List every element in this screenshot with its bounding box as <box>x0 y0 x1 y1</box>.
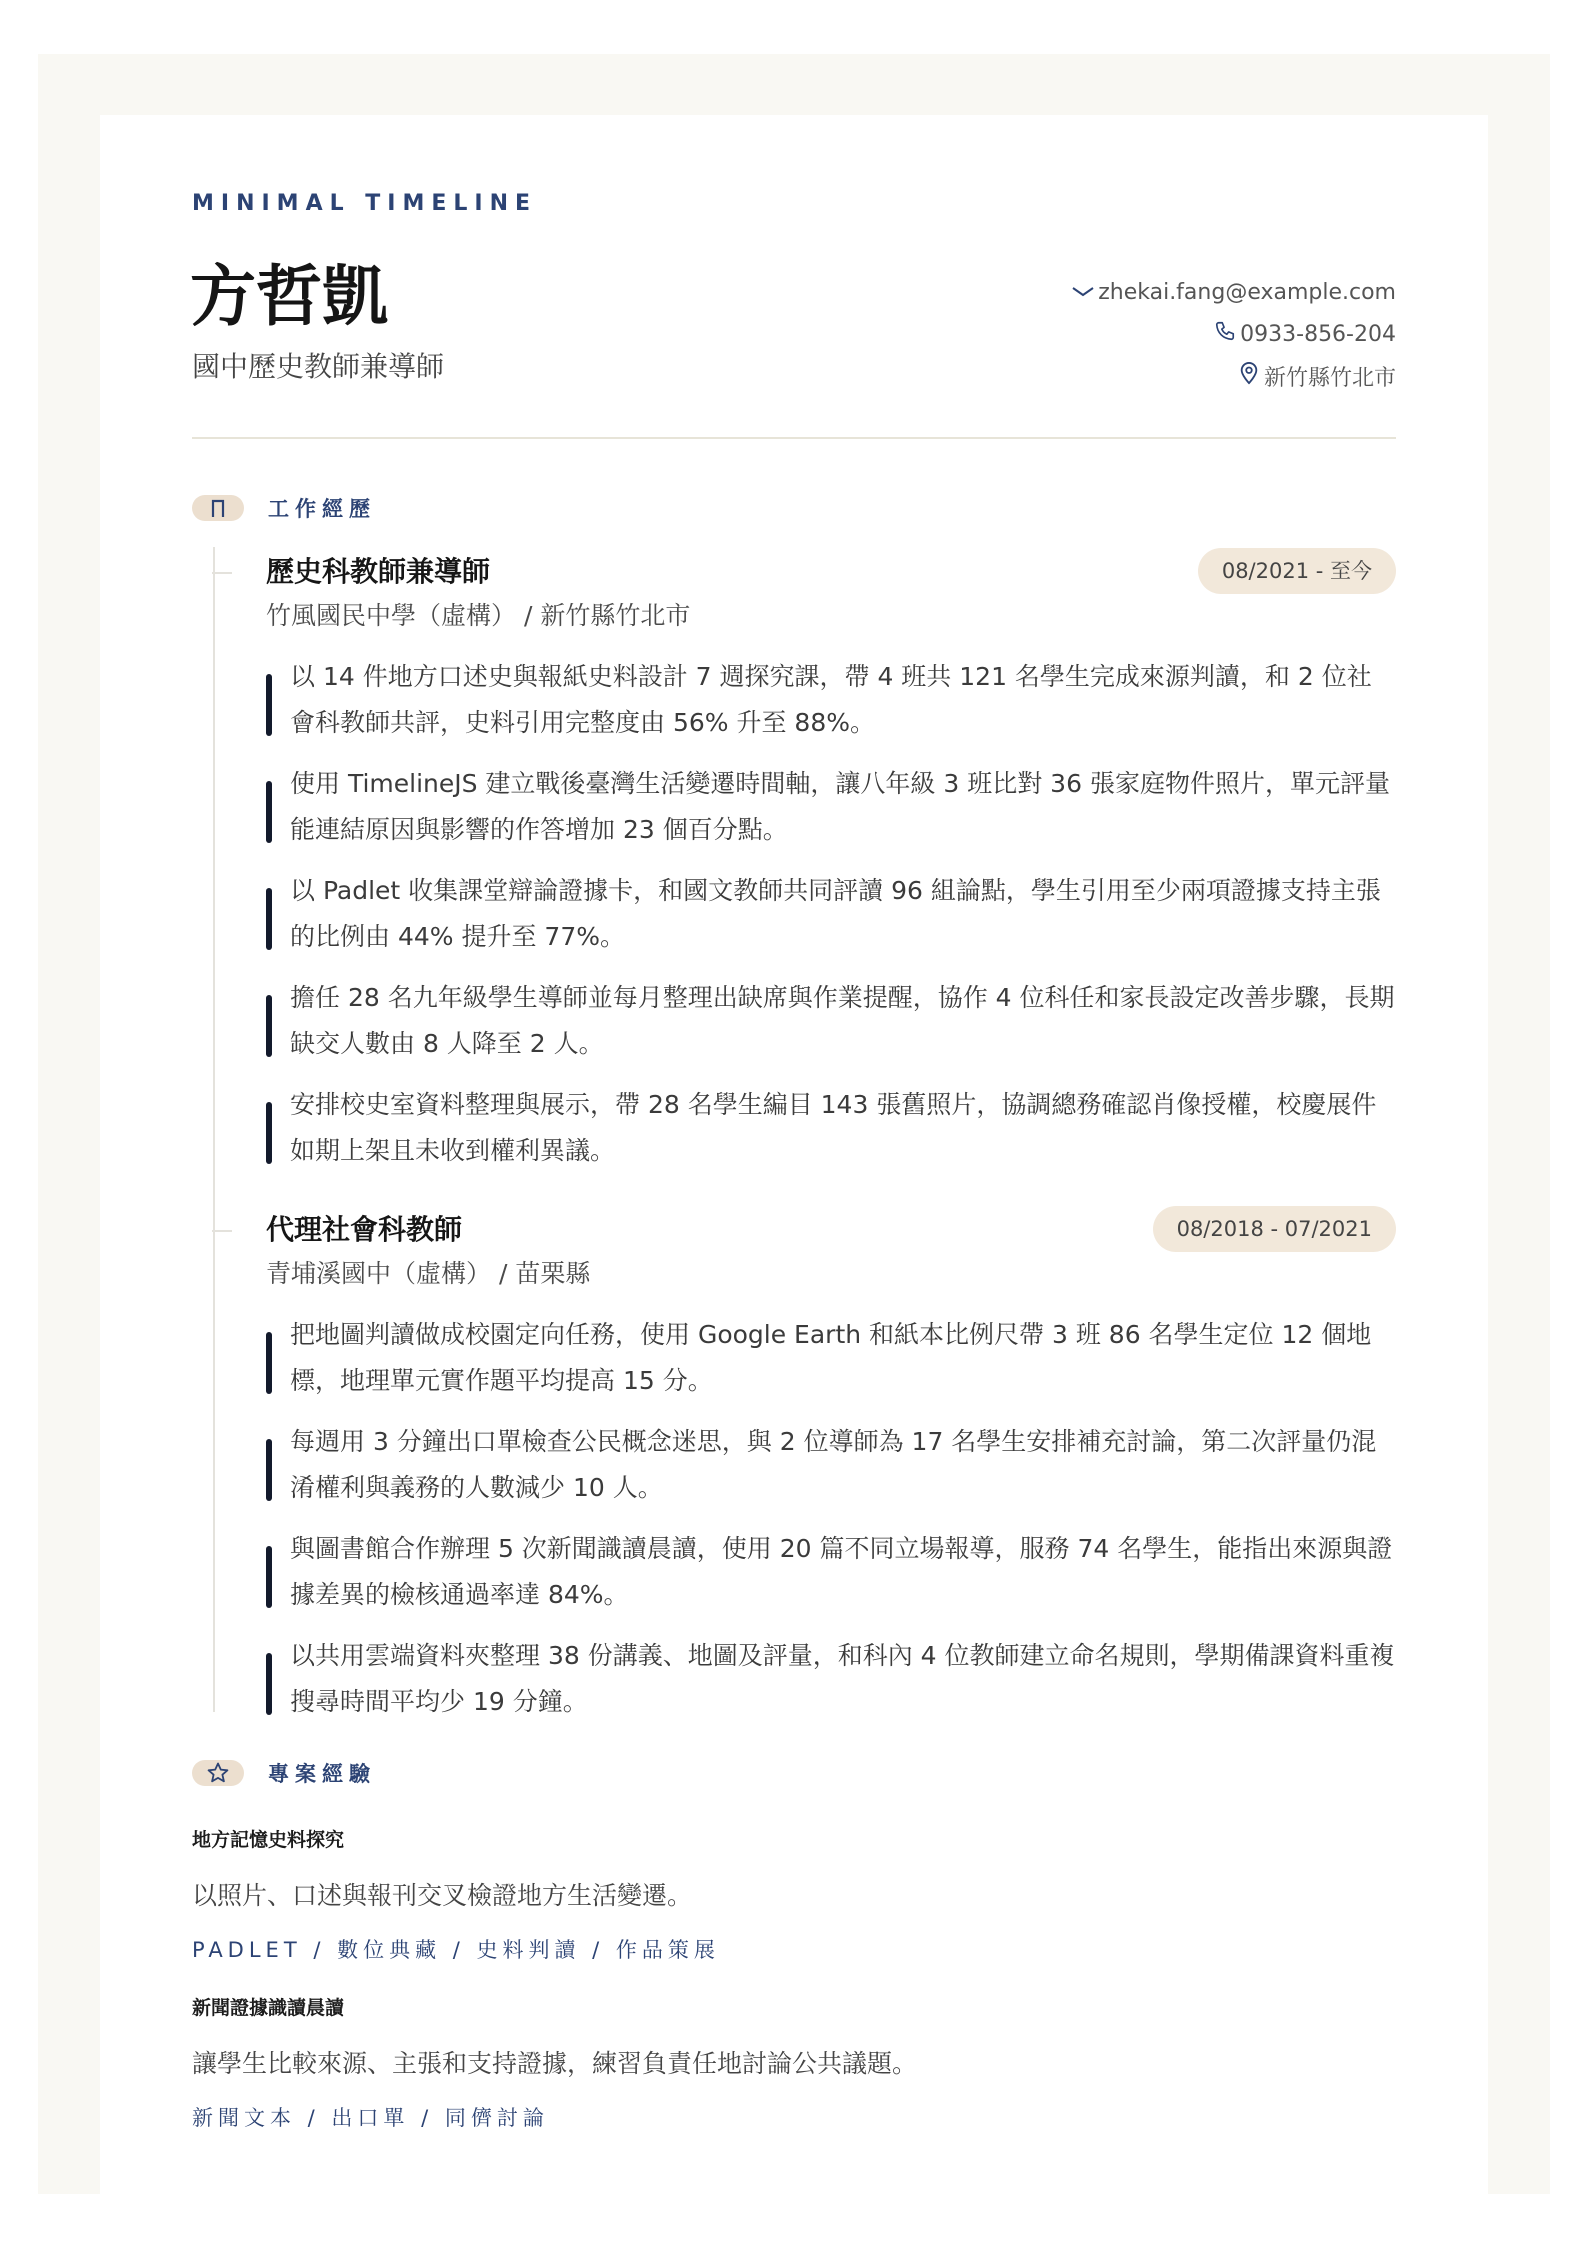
phone-icon <box>1214 320 1240 348</box>
candidate-name: 方哲凱 <box>190 258 388 335</box>
contact-phone-text: 0933-856-204 <box>1240 321 1396 347</box>
job-bullet: 把地圖判讀做成校園定向任務，使用 Google Earth 和紙本比例尺帶 3 班 86 名學生定位 12 個地標，地理單元實作題平均提高 15 分。 <box>266 1312 1396 1404</box>
contact-email-text: zhekai.fang@example.com <box>1098 279 1396 305</box>
star-icon <box>192 1760 244 1786</box>
projects-section-header <box>192 1758 376 1788</box>
job-entry <box>266 552 1396 1189</box>
job-bullet: 擔任 28 名九年級學生導師並每月整理出缺席與作業提醒，協作 4 位科任和家長設定改善步驟，長期缺交人數由 8 人降至 2 人。 <box>266 975 1396 1067</box>
job-dates: 08/2021 - 至今 <box>1198 548 1396 594</box>
timeline-tick <box>212 572 232 574</box>
template-kicker: MINIMAL TIMELINE <box>192 191 538 216</box>
project-entry <box>192 1993 1396 2132</box>
contact-location <box>1072 355 1396 397</box>
project-description: 以照片、口述與報刊交叉檢證地方生活變遷。 <box>192 1881 693 1910</box>
job-bullet: 使用 TimelineJS 建立戰後臺灣生活變遷時間軸，讓八年級 3 班比對 36 張家庭物件照片，單元評量能連結原因與影響的作答增加 23 個百分點。 <box>266 761 1396 853</box>
contact-email[interactable] <box>1072 271 1396 313</box>
job-title: 歷史科教師兼導師 <box>266 555 491 588</box>
project-entry <box>192 1825 1396 1964</box>
project-title: 新聞證據識讀晨讀 <box>192 1997 345 2019</box>
header-divider <box>192 437 1396 439</box>
contact-block <box>1072 271 1396 397</box>
contact-location-text: 新竹縣竹北市 <box>1263 365 1396 391</box>
timeline-tick <box>212 1230 232 1232</box>
job-bullet: 與圖書館合作辦理 5 次新聞識讀晨讀，使用 20 篇不同立場報導，服務 74 名學生，能指出來源與證據差異的檢核通過率達 84%。 <box>266 1526 1396 1618</box>
project-description: 讓學生比較來源、主張和支持證據，練習負責任地討論公共議題。 <box>192 2049 918 2078</box>
job-dates: 08/2018 - 07/2021 <box>1153 1206 1396 1252</box>
candidate-title: 國中歷史教師兼導師 <box>192 350 445 383</box>
experience-section-title: 工作經歷 <box>268 497 376 521</box>
job-bullet: 以 14 件地方口述史與報紙史料設計 7 週探究課，帶 4 班共 121 名學生完成來源判讀，和 2 位社會科教師共評，史料引用完整度由 56% 升至 88%。 <box>266 654 1396 746</box>
project-tags: 新聞文本 / 出口單 / 同儕討論 <box>192 2106 549 2130</box>
job-bullet: 每週用 3 分鐘出口單檢查公民概念迷思，與 2 位導師為 17 名學生安排補充討論，第二次評量仍混淆權利與義務的人數減少 10 人。 <box>266 1419 1396 1511</box>
job-organization: 青埔溪國中（虛構） / 苗栗縣 <box>266 1259 591 1288</box>
job-title: 代理社會科教師 <box>266 1213 463 1246</box>
mail-icon <box>1072 280 1098 305</box>
job-bullets <box>266 654 1396 1174</box>
experience-section-header <box>192 493 376 523</box>
projects-section-title: 專案經驗 <box>268 1762 376 1786</box>
contact-phone[interactable] <box>1072 313 1396 355</box>
job-organization: 竹風國民中學（虛構） / 新竹縣竹北市 <box>266 601 691 630</box>
timeline-line <box>213 547 215 1712</box>
job-bullets <box>266 1312 1396 1725</box>
briefcase-icon <box>192 495 244 521</box>
project-tags: PADLET / 數位典藏 / 史料判讀 / 作品策展 <box>192 1938 720 1962</box>
resume-page <box>100 115 1488 2246</box>
job-bullet: 以 Padlet 收集課堂辯論證據卡，和國文教師共同評讀 96 組論點，學生引用至少兩項證據支持主張的比例由 44% 提升至 77%。 <box>266 868 1396 960</box>
location-pin-icon <box>1238 361 1264 391</box>
job-bullet: 安排校史室資料整理與展示，帶 28 名學生編目 143 張舊照片，協調總務確認肖像授權，校慶展件如期上架且未收到權利異議。 <box>266 1082 1396 1174</box>
job-entry <box>266 1210 1396 1740</box>
job-bullet: 以共用雲端資料夾整理 38 份講義、地圖及評量，和科內 4 位教師建立命名規則，學期備課資料重複搜尋時間平均少 19 分鐘。 <box>266 1633 1396 1725</box>
project-title: 地方記憶史料探究 <box>192 1829 345 1851</box>
